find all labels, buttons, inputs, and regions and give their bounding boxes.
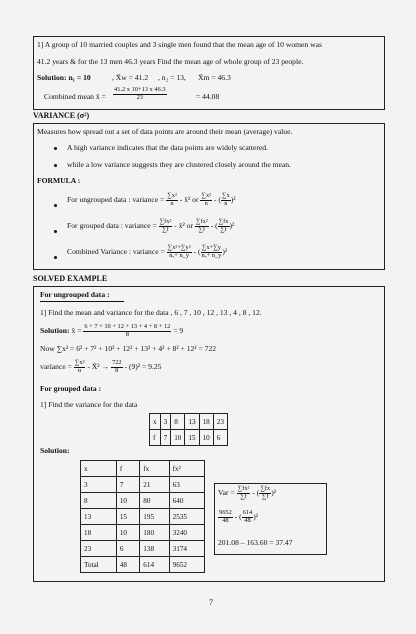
f2-alt-mid: - ( (210, 220, 218, 230)
f2-alt-num2: ∑fx (218, 218, 229, 225)
calc-l2-d1: 48 (222, 516, 229, 524)
var-den2: 8 (115, 366, 119, 374)
calc-l2-mid: - ( (234, 511, 242, 521)
formula-label: FORMULA : (37, 176, 81, 185)
sol-xbar: x̄ = (71, 325, 82, 335)
table-cell: 6 (116, 541, 139, 557)
f2-tail: - x̄² or (174, 220, 194, 230)
problem-sol-n2: , n₂ = 13, (158, 73, 186, 82)
table-row (81, 509, 205, 525)
bullet-dot (54, 147, 57, 150)
calc-l2-n2: 614 (242, 509, 253, 516)
frequency-row-x (150, 414, 228, 430)
ungrouped-label: For ungrouped data : (40, 290, 110, 299)
table-cell: 195 (140, 509, 169, 525)
f1-alt-den2: n (224, 199, 228, 207)
f2-num: ∑fx² (159, 218, 172, 225)
f1-label: For ungrouped data : variance = (67, 194, 165, 204)
combined-fraction (113, 87, 167, 101)
calc-end: )² (271, 487, 277, 497)
problem-sol-x1: , X̄w = 41.2 (112, 73, 149, 82)
f3-mid: - ( (193, 246, 201, 256)
table-cell: 180 (140, 525, 169, 541)
table-cell: 10 (116, 493, 139, 509)
table-cell: 138 (140, 541, 169, 557)
f1-alt-end: )² (230, 194, 236, 204)
table-cell: 2535 (169, 509, 204, 525)
problem-solution-label: Solution: n₁ = 10 (37, 73, 91, 82)
table-cell: Total (81, 557, 117, 573)
ft-cell: f (150, 430, 161, 446)
table-cell: 21 (140, 477, 169, 493)
computation-table (80, 460, 205, 573)
table-cell: 3174 (169, 541, 204, 557)
f2-label: For grouped data : variance = (67, 220, 157, 230)
table-cell: 3240 (169, 525, 204, 541)
f2-alt-den2: ∑f (220, 225, 227, 233)
combined-result: = 44.08 (196, 92, 220, 101)
variance-bullet2: while a low variance suggests they are clustered closely around the mean. (67, 160, 291, 169)
table-total-row (81, 557, 205, 573)
formula-combined (67, 245, 227, 259)
table-cell: 13 (81, 509, 117, 525)
f1-num: ∑x² (167, 192, 177, 199)
table-cell: 614 (140, 557, 169, 573)
bullet-dot (54, 256, 57, 259)
ft-cell: 8 (171, 414, 185, 430)
bullet-dot (54, 204, 57, 207)
bullet-dot (54, 230, 57, 233)
table-cell: 48 (116, 557, 139, 573)
f3-end: )² (222, 246, 228, 256)
ft-cell: 6 (213, 430, 227, 446)
calc-n2: ∑fx (260, 485, 271, 492)
table-row (81, 525, 205, 541)
table-cell: 7 (116, 477, 139, 493)
ft-cell: 10 (199, 430, 213, 446)
f1-alt-den: n (204, 199, 208, 207)
question-2: 1] Find the variance for the data (40, 400, 138, 409)
variance-intro: Measures how spread out a set of data points are around their mean (average) value. (37, 127, 293, 136)
var-end: - (9)² = 9.25 (124, 361, 162, 371)
f3-den2: nₓ+ n_y (201, 251, 222, 259)
calc-var-label: Var = (218, 487, 235, 497)
question-1: 1] Find the mean and variance for the data , 6 , 7 , 10 , 12 , 13 , 4 , 8 , 12. (40, 308, 262, 317)
table-cell: 640 (169, 493, 204, 509)
table-cell: 18 (81, 525, 117, 541)
problem-sol-x2: X̄m = 46.3 (198, 73, 231, 82)
table-header: fx (140, 461, 169, 477)
calc-l2-d2: 48 (244, 516, 251, 524)
f1-alt-num: ∑x² (201, 192, 212, 199)
sol-label: Solution: (40, 325, 70, 335)
var-den: n (78, 366, 82, 374)
calc-d1: ∑f (240, 492, 247, 500)
sol-result: = 9 (173, 325, 184, 335)
var-mid: - X̄² → (87, 361, 110, 371)
ft-cell: 15 (185, 430, 199, 446)
frequency-row-f (150, 430, 228, 446)
ft-cell: x (150, 414, 161, 430)
f1-alt-num2: ∑x (221, 192, 230, 199)
combined-den: 23 (136, 93, 143, 101)
calc-line3: 201.08 – 163.60 = 37.47 (218, 538, 293, 547)
f2-alt-num: ∑fx² (195, 218, 208, 225)
ft-cell: 7 (160, 430, 171, 446)
grouped-label: For grouped data : (40, 384, 102, 393)
calc-n1: ∑fx² (237, 485, 250, 492)
f2-den: ∑f (162, 225, 169, 233)
variance-bullet1: A high variance indicates that the data points are widely scattered. (67, 143, 268, 152)
now-line: Now ∑x² = 6² + 7² + 10² + 12² + 13² + 4² + 8² + 12² = 722 (40, 344, 217, 353)
ft-cell: 23 (213, 414, 227, 430)
variance-heading: VARIANCE (σ²) (33, 111, 90, 120)
var-num2: 722 (111, 359, 122, 366)
table-cell: 3 (81, 477, 117, 493)
page-number: 7 (209, 598, 213, 607)
calc-l2-end: )² (253, 511, 259, 521)
ft-cell: 3 (160, 414, 171, 430)
calc-d2: ∑f (261, 492, 269, 500)
table-cell: 63 (169, 477, 204, 493)
table-cell: 80 (140, 493, 169, 509)
combined-label: Combined mean x̄ = (44, 92, 106, 101)
bullet-dot (54, 164, 57, 167)
ungrouped-underline (40, 301, 124, 302)
table-row (81, 493, 205, 509)
var-label: variance = (40, 361, 72, 371)
solution-mean (40, 324, 183, 338)
var-num: ∑x² (74, 359, 85, 366)
solution2-label: Solution: (40, 446, 70, 455)
table-header: f (116, 461, 139, 477)
variance-calc (40, 360, 161, 374)
frequency-table (149, 413, 228, 446)
table-cell: 23 (81, 541, 117, 557)
formula-grouped (67, 219, 234, 233)
table-header: fx² (169, 461, 204, 477)
f2-alt-den: ∑f (198, 225, 206, 233)
table-row (81, 477, 205, 493)
combined-num: 41.2 x 10+13 x 46.3 (114, 86, 166, 93)
f3-label: Combined Variance : variance = (67, 246, 165, 256)
calc-line2 (218, 510, 258, 524)
sol-den: 8 (125, 330, 129, 338)
f3-den: nₓ+ n_y (169, 251, 190, 259)
problem-text-line2: 41.2 years & for the 13 men 46.3 years Find the mean age of whole group of 23 people. (37, 57, 304, 66)
table-row (81, 541, 205, 557)
formula-ungrouped (67, 193, 236, 207)
sol-num: 6 + 7 + 10 + 12 + 13 + 4 + 8 + 12 (84, 323, 171, 330)
calc-l2-n1: 9652 (219, 509, 232, 516)
calc-line1 (218, 486, 276, 500)
table-header-row (81, 461, 205, 477)
table-cell: 10 (116, 525, 139, 541)
table-header: x (81, 461, 117, 477)
f3-num: ∑x²+∑y² (167, 244, 191, 251)
ft-cell: 18 (199, 414, 213, 430)
calc-mid: - ( (252, 487, 260, 497)
f2-alt-end: )² (229, 220, 235, 230)
problem-text-line1: 1] A group of 10 married couples and 3 single men found that the mean age of 10 women was (37, 40, 322, 49)
f1-alt-mid: - ( (213, 194, 221, 204)
ft-cell: 13 (185, 414, 199, 430)
table-cell: 8 (81, 493, 117, 509)
f1-tail: - x̄² or (179, 194, 199, 204)
f3-num2: ∑x+∑y (201, 244, 221, 251)
table-cell: 15 (116, 509, 139, 525)
table-cell: 9652 (169, 557, 204, 573)
f1-den: n (170, 199, 174, 207)
solved-heading: SOLVED EXAMPLE (33, 274, 108, 283)
ft-cell: 10 (171, 430, 185, 446)
